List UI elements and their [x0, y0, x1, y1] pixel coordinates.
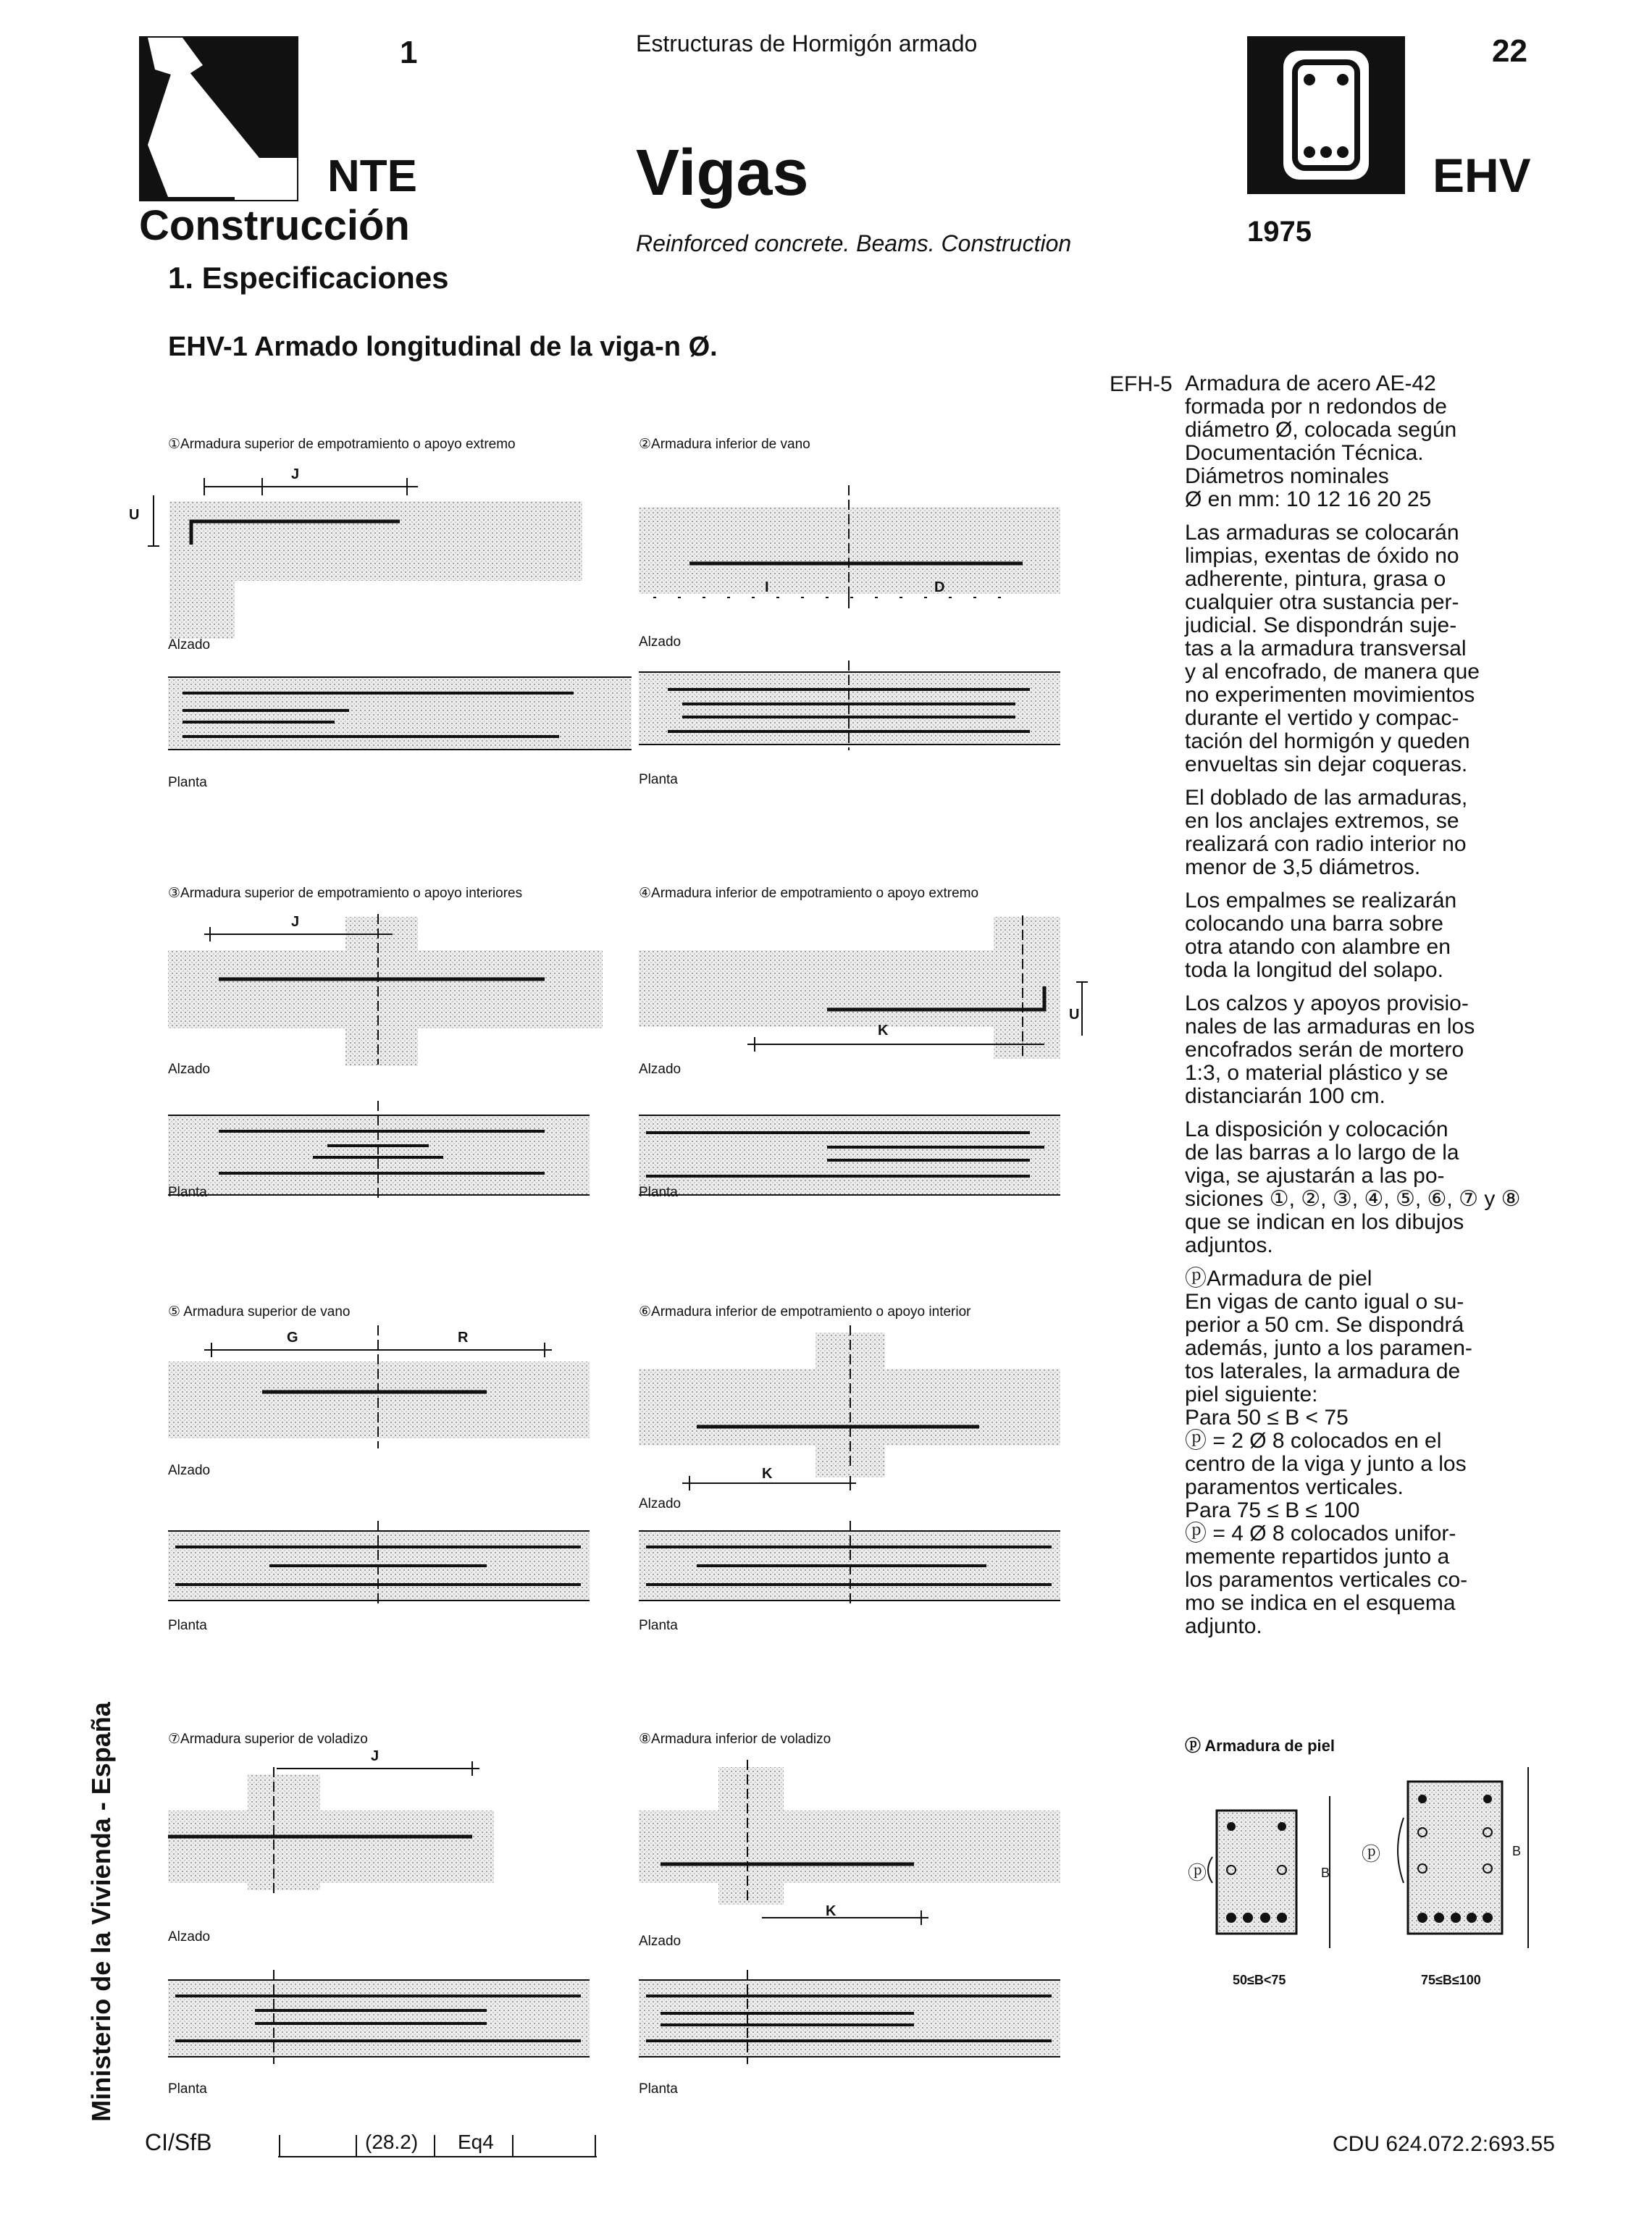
diagram-5-alzado [168, 1325, 603, 1456]
diagram-2-alzado-label: Alzado [639, 634, 682, 650]
dim-k-8: K [826, 1903, 837, 1919]
diagram-2-planta [639, 660, 1073, 751]
text-line: ⓟ = 4 Ø 8 colocados unifor- [1185, 1522, 1456, 1545]
text-line: encofrados serán de mortero [1185, 1038, 1464, 1062]
text-line: La disposición y colocación [1185, 1117, 1448, 1141]
ministry-vertical-label: Ministerio de la Vivienda - España [86, 1702, 116, 2122]
text-line: envueltas sin dejar coqueras. [1185, 752, 1468, 776]
diagram-8-caption: ⑧Armadura inferior de voladizo [639, 1732, 831, 1747]
dim-u-1: U [129, 507, 140, 523]
diagram-6-alzado [639, 1325, 1073, 1492]
cisfb-code-1: (28.2) [365, 2131, 419, 2153]
piel-p-mark-1: ⓟ [1188, 1862, 1207, 1884]
text-line: Los calzos y apoyos provisio- [1185, 991, 1469, 1015]
diagram-4-alzado [639, 907, 1102, 1073]
diagram-2-caption: ②Armadura inferior de vano [639, 437, 810, 452]
diagram-8-planta [639, 1970, 1073, 2064]
diagram-7-alzado [168, 1753, 603, 1912]
diagram-8-planta-label: Planta [639, 2081, 678, 2097]
text-line: siciones ①, ②, ③, ④, ⑤, ⑥, ⑦ y ⑧ [1185, 1187, 1521, 1211]
diagram-7-caption: ⑦Armadura superior de voladizo [168, 1732, 368, 1747]
text-line: formada por n redondos de [1185, 395, 1447, 419]
piel-b-mark-1: B [1321, 1866, 1330, 1880]
piel-label-2: 75≤B≤100 [1421, 1973, 1481, 1987]
text-line: durante el vertido y compac- [1185, 706, 1459, 730]
text-line: y al encofrado, de manera que [1185, 660, 1480, 684]
spec-text-column [1185, 372, 1525, 1648]
nte-label: NTE [327, 151, 417, 201]
dim-i-2: I [765, 579, 769, 595]
dim-j-7: J [371, 1748, 380, 1764]
text-line: Las armaduras se colocarán [1185, 521, 1459, 545]
text-line: menor de 3,5 diámetros. [1185, 855, 1421, 879]
text-line: tas a la armadura transversal [1185, 637, 1467, 660]
section-heading: 1. Especificaciones [168, 261, 449, 295]
text-line: centro de la viga y junto a los [1185, 1452, 1467, 1476]
text-line: otra atando con alambre en [1185, 935, 1451, 959]
diagram-5-alzado-label: Alzado [168, 1463, 211, 1478]
piel-section-2 [1376, 1767, 1550, 1963]
diagram-6-alzado-label: Alzado [639, 1496, 682, 1511]
text-line: no experimenten movimientos [1185, 683, 1475, 707]
text-line: viga, se ajustarán a las po- [1185, 1164, 1445, 1188]
text-line: tación del hormigón y queden [1185, 729, 1470, 753]
text-line: realizará con radio interior no [1185, 832, 1467, 856]
subtitle-english: Reinforced concrete. Beams. Construction [636, 230, 1072, 256]
text-line: ⓟArmadura de piel [1185, 1267, 1372, 1291]
ehv-code: EHV [1433, 148, 1531, 202]
text-line: los paramentos verticales co- [1185, 1568, 1468, 1592]
construccion-heading: Construcción [139, 202, 410, 249]
diagram-7-alzado-label: Alzado [168, 1929, 211, 1945]
text-line: colocando una barra sobre [1185, 912, 1443, 936]
text-line: Armadura de acero AE-42 [1185, 372, 1436, 395]
spec-paragraph-1 [1185, 372, 1525, 511]
diagram-4-planta-label: Planta [639, 1185, 678, 1200]
dim-k-6: K [762, 1466, 773, 1482]
series-title: Estructuras de Hormigón armado [636, 30, 978, 56]
text-line: limpias, exentas de óxido no [1185, 544, 1459, 568]
diagram-7-planta [168, 1970, 603, 2064]
sheet-number-left: 1 [400, 35, 418, 70]
diagram-5-planta [168, 1521, 603, 1608]
diagram-4-alzado-label: Alzado [639, 1062, 682, 1077]
text-line: toda la longitud del solapo. [1185, 958, 1443, 982]
text-line: diámetro Ø, colocada según [1185, 418, 1457, 442]
text-line: además, junto a los paramen- [1185, 1336, 1472, 1360]
dim-j-3: J [291, 914, 300, 930]
text-line: distanciarán 100 cm. [1185, 1084, 1385, 1108]
text-line: Documentación Técnica. [1185, 441, 1424, 465]
diagram-8-alzado [639, 1753, 1073, 1926]
text-line: en los anclajes extremos, se [1185, 809, 1459, 833]
diagram-4-caption: ④Armadura inferior de empotramiento o apoyo extremo [639, 886, 979, 901]
spec-paragraph-7 [1185, 1267, 1525, 1638]
diagram-7-planta-label: Planta [168, 2081, 207, 2097]
dim-r-5: R [458, 1330, 469, 1346]
spec-paragraph-5 [1185, 992, 1525, 1108]
cisfb-code-2: Eq4 [458, 2131, 494, 2153]
text-line: mo se indica en el esquema [1185, 1591, 1456, 1615]
dim-u-4: U [1069, 1007, 1080, 1023]
diagram-6-caption: ⑥Armadura inferior de empotramiento o apoyo interior [639, 1304, 971, 1320]
dim-d-2: D [934, 579, 945, 595]
diagram-5-planta-label: Planta [168, 1618, 207, 1633]
diagram-1-planta [168, 670, 632, 753]
sheet-number-right: 22 [1492, 33, 1527, 69]
text-line: adjuntos. [1185, 1233, 1273, 1257]
text-line: Ø en mm: 10 12 16 20 25 [1185, 487, 1432, 511]
cisfb-label: CI/SfB [145, 2129, 212, 2155]
text-line: Los empalmes se realizarán [1185, 889, 1457, 913]
page-title: Vigas [636, 137, 809, 209]
dim-j-1: J [291, 466, 300, 482]
text-line: En vigas de canto igual o su- [1185, 1290, 1464, 1314]
spec-ref: EFH-5 [1110, 372, 1173, 396]
diagram-2-alzado [639, 485, 1073, 616]
diagram-8-alzado-label: Alzado [639, 1934, 682, 1949]
diagram-3-caption: ③Armadura superior de empotramiento o apoyo interiores [168, 886, 523, 901]
text-line: 1:3, o material plástico y se [1185, 1061, 1448, 1085]
text-line: Para 75 ≤ B ≤ 100 [1185, 1498, 1360, 1522]
text-line: nales de las armaduras en los [1185, 1015, 1475, 1039]
text-line: que se indican en los dibujos [1185, 1210, 1464, 1234]
cisfb-boxes [278, 2131, 604, 2160]
diagram-3-planta [168, 1101, 603, 1202]
cdu-code: CDU 624.072.2:693.55 [1333, 2132, 1555, 2156]
text-line: cualquier otra sustancia per- [1185, 590, 1459, 614]
piel-title: ⓟ Armadura de piel [1185, 1737, 1336, 1755]
diagram-6-planta-label: Planta [639, 1618, 678, 1633]
dim-k-4: K [878, 1023, 889, 1039]
spec-paragraph-3 [1185, 786, 1525, 879]
text-line: adherente, pintura, grasa o [1185, 567, 1446, 591]
text-line: ⓟ = 2 Ø 8 colocados en el [1185, 1429, 1442, 1453]
diagram-3-alzado [154, 907, 617, 1066]
diagram-3-alzado-label: Alzado [168, 1062, 211, 1077]
text-line: piel siguiente: [1185, 1383, 1318, 1406]
diagram-1-caption: ①Armadura superior de empotramiento o apoyo extremo [168, 437, 516, 452]
piel-p-mark-2: ⓟ [1362, 1843, 1381, 1865]
beam-section-logo-icon [1247, 36, 1405, 194]
diagram-4-planta [639, 1101, 1073, 1202]
diagram-1-alzado [139, 458, 632, 675]
text-line: adjunto. [1185, 1614, 1262, 1638]
dim-g-5: G [287, 1330, 298, 1346]
text-line: judicial. Se dispondrán suje- [1185, 613, 1457, 637]
spec-paragraph-2 [1185, 521, 1525, 776]
year: 1975 [1247, 216, 1312, 248]
spec-paragraph-6 [1185, 1118, 1525, 1257]
text-line: Diámetros nominales [1185, 464, 1389, 488]
piel-b-mark-2: B [1512, 1844, 1522, 1858]
text-line: memente repartidos junto a [1185, 1545, 1450, 1569]
text-line: perior a 50 cm. Se dispondrá [1185, 1313, 1464, 1337]
text-line: tos laterales, la armadura de [1185, 1359, 1461, 1383]
diagram-5-caption: ⑤ Armadura superior de vano [168, 1304, 351, 1320]
diagram-3-planta-label: Planta [168, 1185, 207, 1200]
diagram-1-planta-label: Planta [168, 775, 207, 790]
text-line: paramentos verticales. [1185, 1475, 1404, 1499]
text-line: El doblado de las armaduras, [1185, 786, 1468, 810]
spec-title: EHV-1 Armado longitudinal de la viga-n Ø. [168, 332, 718, 362]
text-line: Para 50 ≤ B < 75 [1185, 1406, 1349, 1430]
diagram-6-planta [639, 1521, 1073, 1608]
diagram-2-planta-label: Planta [639, 772, 678, 787]
piel-label-1: 50≤B<75 [1233, 1973, 1286, 1987]
trowel-logo-icon [139, 36, 298, 201]
spec-paragraph-4 [1185, 889, 1525, 982]
text-line: de las barras a lo largo de la [1185, 1141, 1459, 1165]
diagram-1-alzado-label: Alzado [168, 637, 211, 653]
